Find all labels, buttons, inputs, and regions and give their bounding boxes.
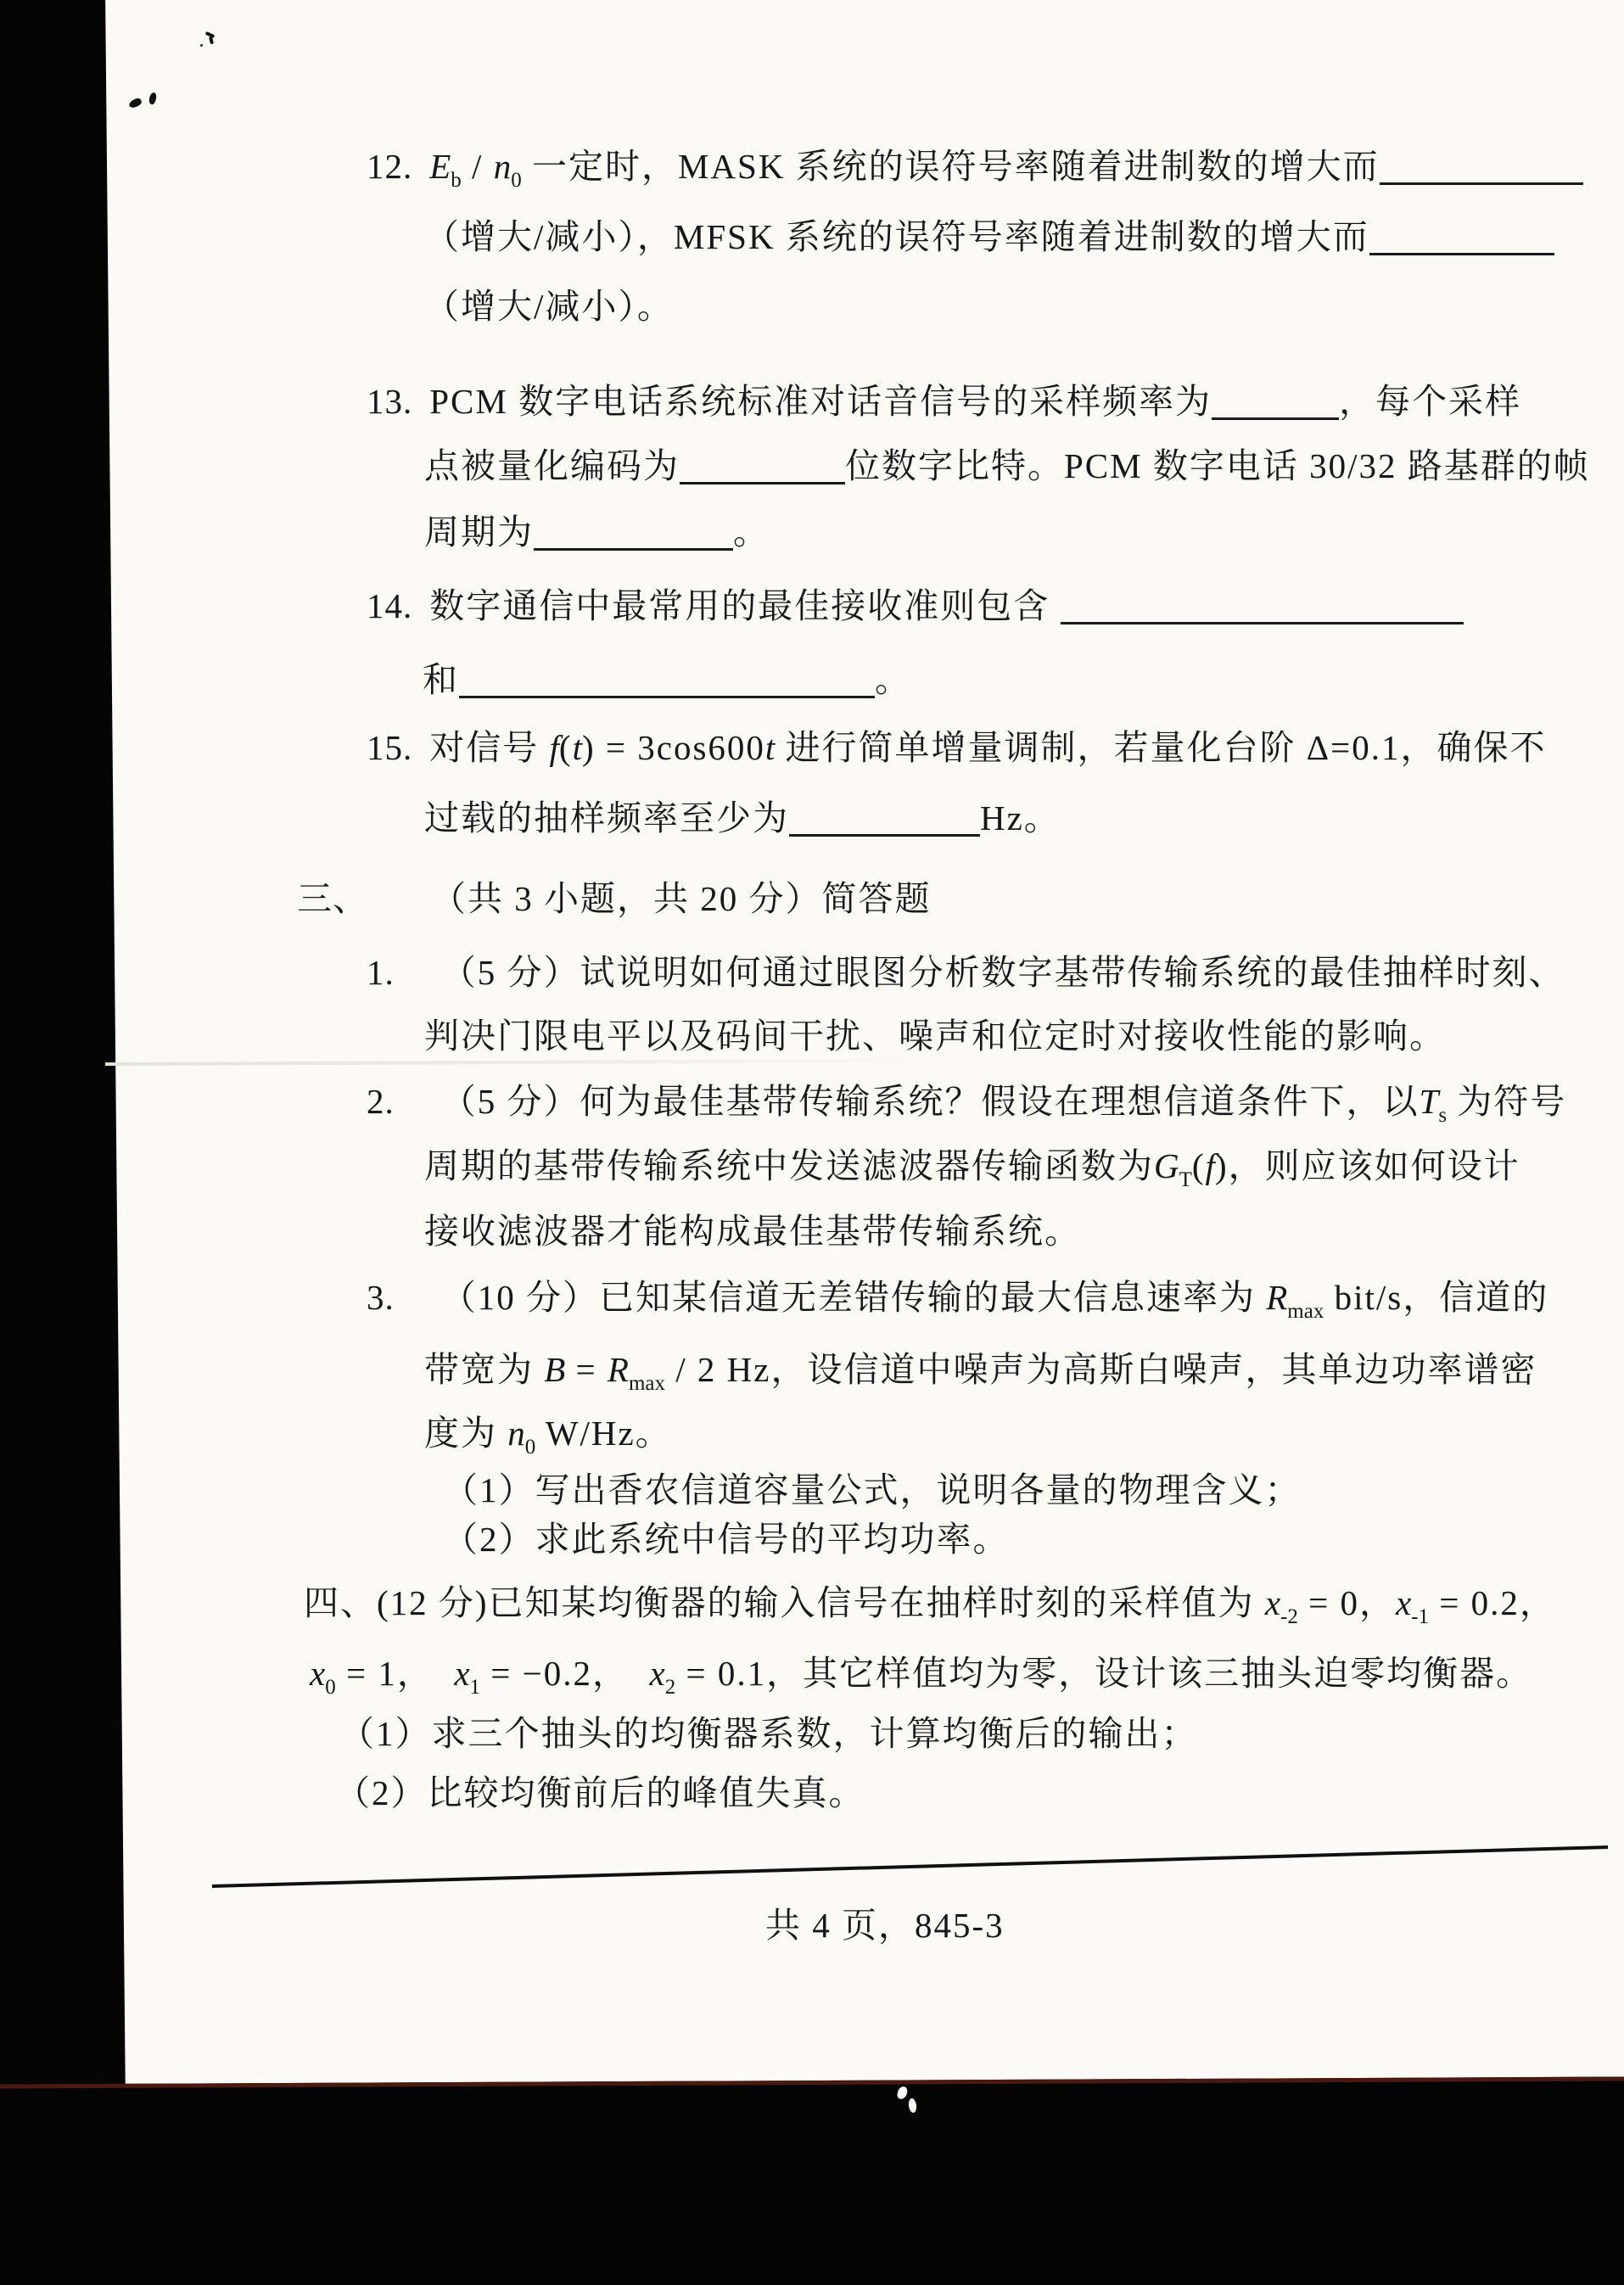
math-segment: -1 [1411,1605,1429,1628]
answer-blank [680,456,845,484]
math-segment: 为符号 [1447,1082,1567,1121]
section-4-line-1 [304,1584,1556,1636]
question-text [429,728,1546,767]
math-segment: f [1205,1146,1215,1185]
scan-left-black-band [0,0,127,2285]
question-15-line-1 [367,729,1547,766]
math-segment: 1 [469,1676,481,1699]
math-segment: 一定时，MASK 系统的误符号率随着进制数的增大而 [521,147,1380,186]
math-segment: = 0， [1297,1583,1396,1622]
section-3-q2-line-2 [424,1147,1520,1199]
item-text [424,1146,1520,1191]
item-text [304,1583,1556,1628]
question-text [423,660,911,699]
answer-blank [789,809,980,837]
math-segment: f [549,728,559,767]
question-text [429,147,1582,192]
math-segment: 带宽为 [424,1350,545,1389]
math-segment: 0 [325,1676,336,1699]
math-segment: T [1419,1082,1439,1121]
question-number: 12. [367,147,413,186]
item-text [440,1278,1549,1323]
item-text [310,1654,1533,1699]
math-segment: 2 [664,1676,676,1699]
math-segment: R [1266,1278,1288,1317]
math-segment: ) = 3cos600 [581,728,765,767]
math-segment: 点被量化编码为 [424,446,680,485]
math-segment: s [1438,1104,1448,1127]
footer-divider-line [0,1833,1624,1901]
math-segment: （5 分）何为最佳基带传输系统？假设在理想信道条件下，以 [440,1082,1420,1121]
math-segment: t [572,728,582,767]
question-number: 14. [367,586,413,625]
answer-blank [459,670,875,698]
section-4-sub-1 [339,1715,1198,1752]
section-3-q2-line-1 [367,1083,1566,1134]
math-segment: -2 [1280,1605,1298,1628]
ink-mark [200,44,203,47]
scan-crease-line [105,1059,937,1066]
answer-blank [1380,157,1583,185]
question-text: （增大/减小）。 [424,287,674,326]
item-text [424,1414,672,1459]
math-segment: 0 [511,169,522,192]
math-segment: （增大/减小），MFSK 系统的误符号率随着进制数的增大而 [424,217,1369,256]
page-footer: 共 4 页，845-3 [765,1906,1005,1945]
question-13-line-2 [424,447,1590,484]
math-segment: = 1， [335,1654,455,1693]
question-text [429,586,1463,625]
item-text: （2）比较均衡前后的峰值失真。 [335,1773,865,1812]
section-3-header [297,880,932,917]
section-3-q3-line-1 [367,1279,1548,1330]
section-3-q1-line-2 [424,1017,1446,1055]
section-3-q3-line-3 [424,1414,672,1466]
item-number: 2. [367,1082,395,1121]
math-segment: x [1395,1583,1412,1622]
math-segment: ( [558,728,573,767]
math-segment: x [310,1654,326,1693]
math-segment: 周期为 [424,512,534,552]
question-number: 15. [367,728,413,767]
math-segment: 对信号 [429,728,550,767]
question-number: 13. [367,382,413,421]
question-14-line-2 [423,661,911,698]
item-text: 判决门限电平以及码间干扰、噪声和位定时对接收性能的影响。 [424,1016,1446,1056]
math-segment: E [429,147,451,186]
ink-mark [128,98,143,109]
question-14-line-1 [367,587,1464,624]
footer-divider-line [212,1847,1608,1886]
math-segment: （10 分）已知某信道无差错传输的最大信息速率为 [440,1278,1267,1317]
math-segment: x [649,1654,665,1693]
question-12-line-2 [424,218,1554,255]
math-segment: b [451,169,462,192]
math-segment: t [764,728,776,767]
item-text: 接收滤波器才能构成最佳基带传输系统。 [424,1212,1081,1251]
math-segment: 0 [524,1436,536,1459]
math-segment: 进行简单增量调制，若量化台阶 Δ=0.1，确保不 [775,728,1547,767]
item-number: 1. [367,953,395,992]
item-text: （2）求此系统中信号的平均功率。 [443,1520,1010,1559]
question-text [424,446,1590,485]
math-segment: ，则应该如何设计 [1228,1146,1520,1185]
section-4-sub-2 [335,1774,865,1812]
question-text [429,382,1521,421]
item-text [424,1350,1537,1395]
math-segment: B [544,1350,566,1389]
answer-blank [1369,227,1554,255]
section-label: 三、 [297,879,368,918]
math-segment: 周期的基带传输系统中发送滤波器传输函数为 [424,1146,1154,1185]
math-segment: ，每个采样 [1339,382,1522,421]
item-text: （1）写出香农信道容量公式，说明各量的物理含义； [443,1470,1302,1509]
section-4-line-2 [310,1655,1532,1706]
math-segment: / 2 Hz，设信道中噪声为高斯白噪声，其单边功率谱密 [665,1350,1537,1389]
math-segment: x [454,1654,470,1693]
question-13-line-1 [367,383,1521,420]
math-segment: 和 [423,660,459,699]
question-12-line-3 [424,288,674,325]
section-3-q2-line-3 [424,1213,1081,1250]
section-3-q1-line-1 [367,954,1565,991]
math-segment: 数字通信中最常用的最佳接收准则包含 [429,586,1061,625]
section-title: （共 3 小题，共 20 分）简答题 [431,879,932,918]
section-3-q3-sub-1 [443,1471,1302,1509]
section-3-q3-sub-2 [443,1521,1010,1558]
question-13-line-3 [424,513,770,551]
math-segment: 。 [875,660,911,699]
math-segment: 位数字比特。PCM 数字电话 30/32 路基群的帧 [845,446,1590,485]
math-segment: ( [1191,1146,1206,1185]
math-segment: 四、(12 分)已知某均衡器的输入信号在抽样时刻的采样值为 [304,1583,1265,1622]
item-text: （1）求三个抽头的均衡器系数，计算均衡后的输出； [339,1714,1198,1753]
math-segment: = [565,1350,608,1389]
math-segment: n [493,147,512,186]
question-15-line-2 [424,799,1061,837]
math-segment: T [1179,1168,1192,1191]
math-segment: R [607,1350,629,1389]
question-text [424,217,1554,256]
math-segment: PCM 数字电话系统标准对话音信号的采样频率为 [429,382,1212,421]
math-segment: n [507,1414,525,1453]
question-text [424,798,1061,837]
math-segment: / [461,147,494,186]
item-number: 3. [367,1278,395,1317]
section-3-q3-line-2 [424,1351,1537,1403]
answer-blank [1061,596,1464,624]
math-segment: = 0.2， [1429,1583,1556,1622]
item-text: （5 分）试说明如何通过眼图分析数字基带传输系统的最佳抽样时刻、 [440,953,1565,992]
scan-bottom-black-band [0,2076,1624,2285]
math-segment: bit/s，信道的 [1324,1278,1549,1317]
math-segment: G [1154,1146,1179,1185]
math-segment: max [1287,1300,1324,1323]
math-segment: 。 [733,512,770,552]
math-segment: = 0.1，其它样值均为零，设计该三抽头迫零均衡器。 [675,1654,1533,1693]
math-segment: W/Hz。 [535,1414,672,1453]
math-segment: x [1264,1583,1281,1622]
math-segment: = −0.2， [480,1654,650,1693]
answer-blank [534,523,733,551]
math-segment: 度为 [424,1414,508,1453]
ink-mark [148,92,158,105]
answer-blank [1212,392,1339,420]
question-text [424,512,770,552]
math-segment: ) [1214,1146,1229,1185]
question-12-line-1 [367,148,1583,199]
math-segment: max [628,1372,666,1395]
math-segment: Hz。 [980,798,1061,837]
item-text [440,1082,1567,1127]
math-segment: 过载的抽样频率至少为 [424,798,789,837]
